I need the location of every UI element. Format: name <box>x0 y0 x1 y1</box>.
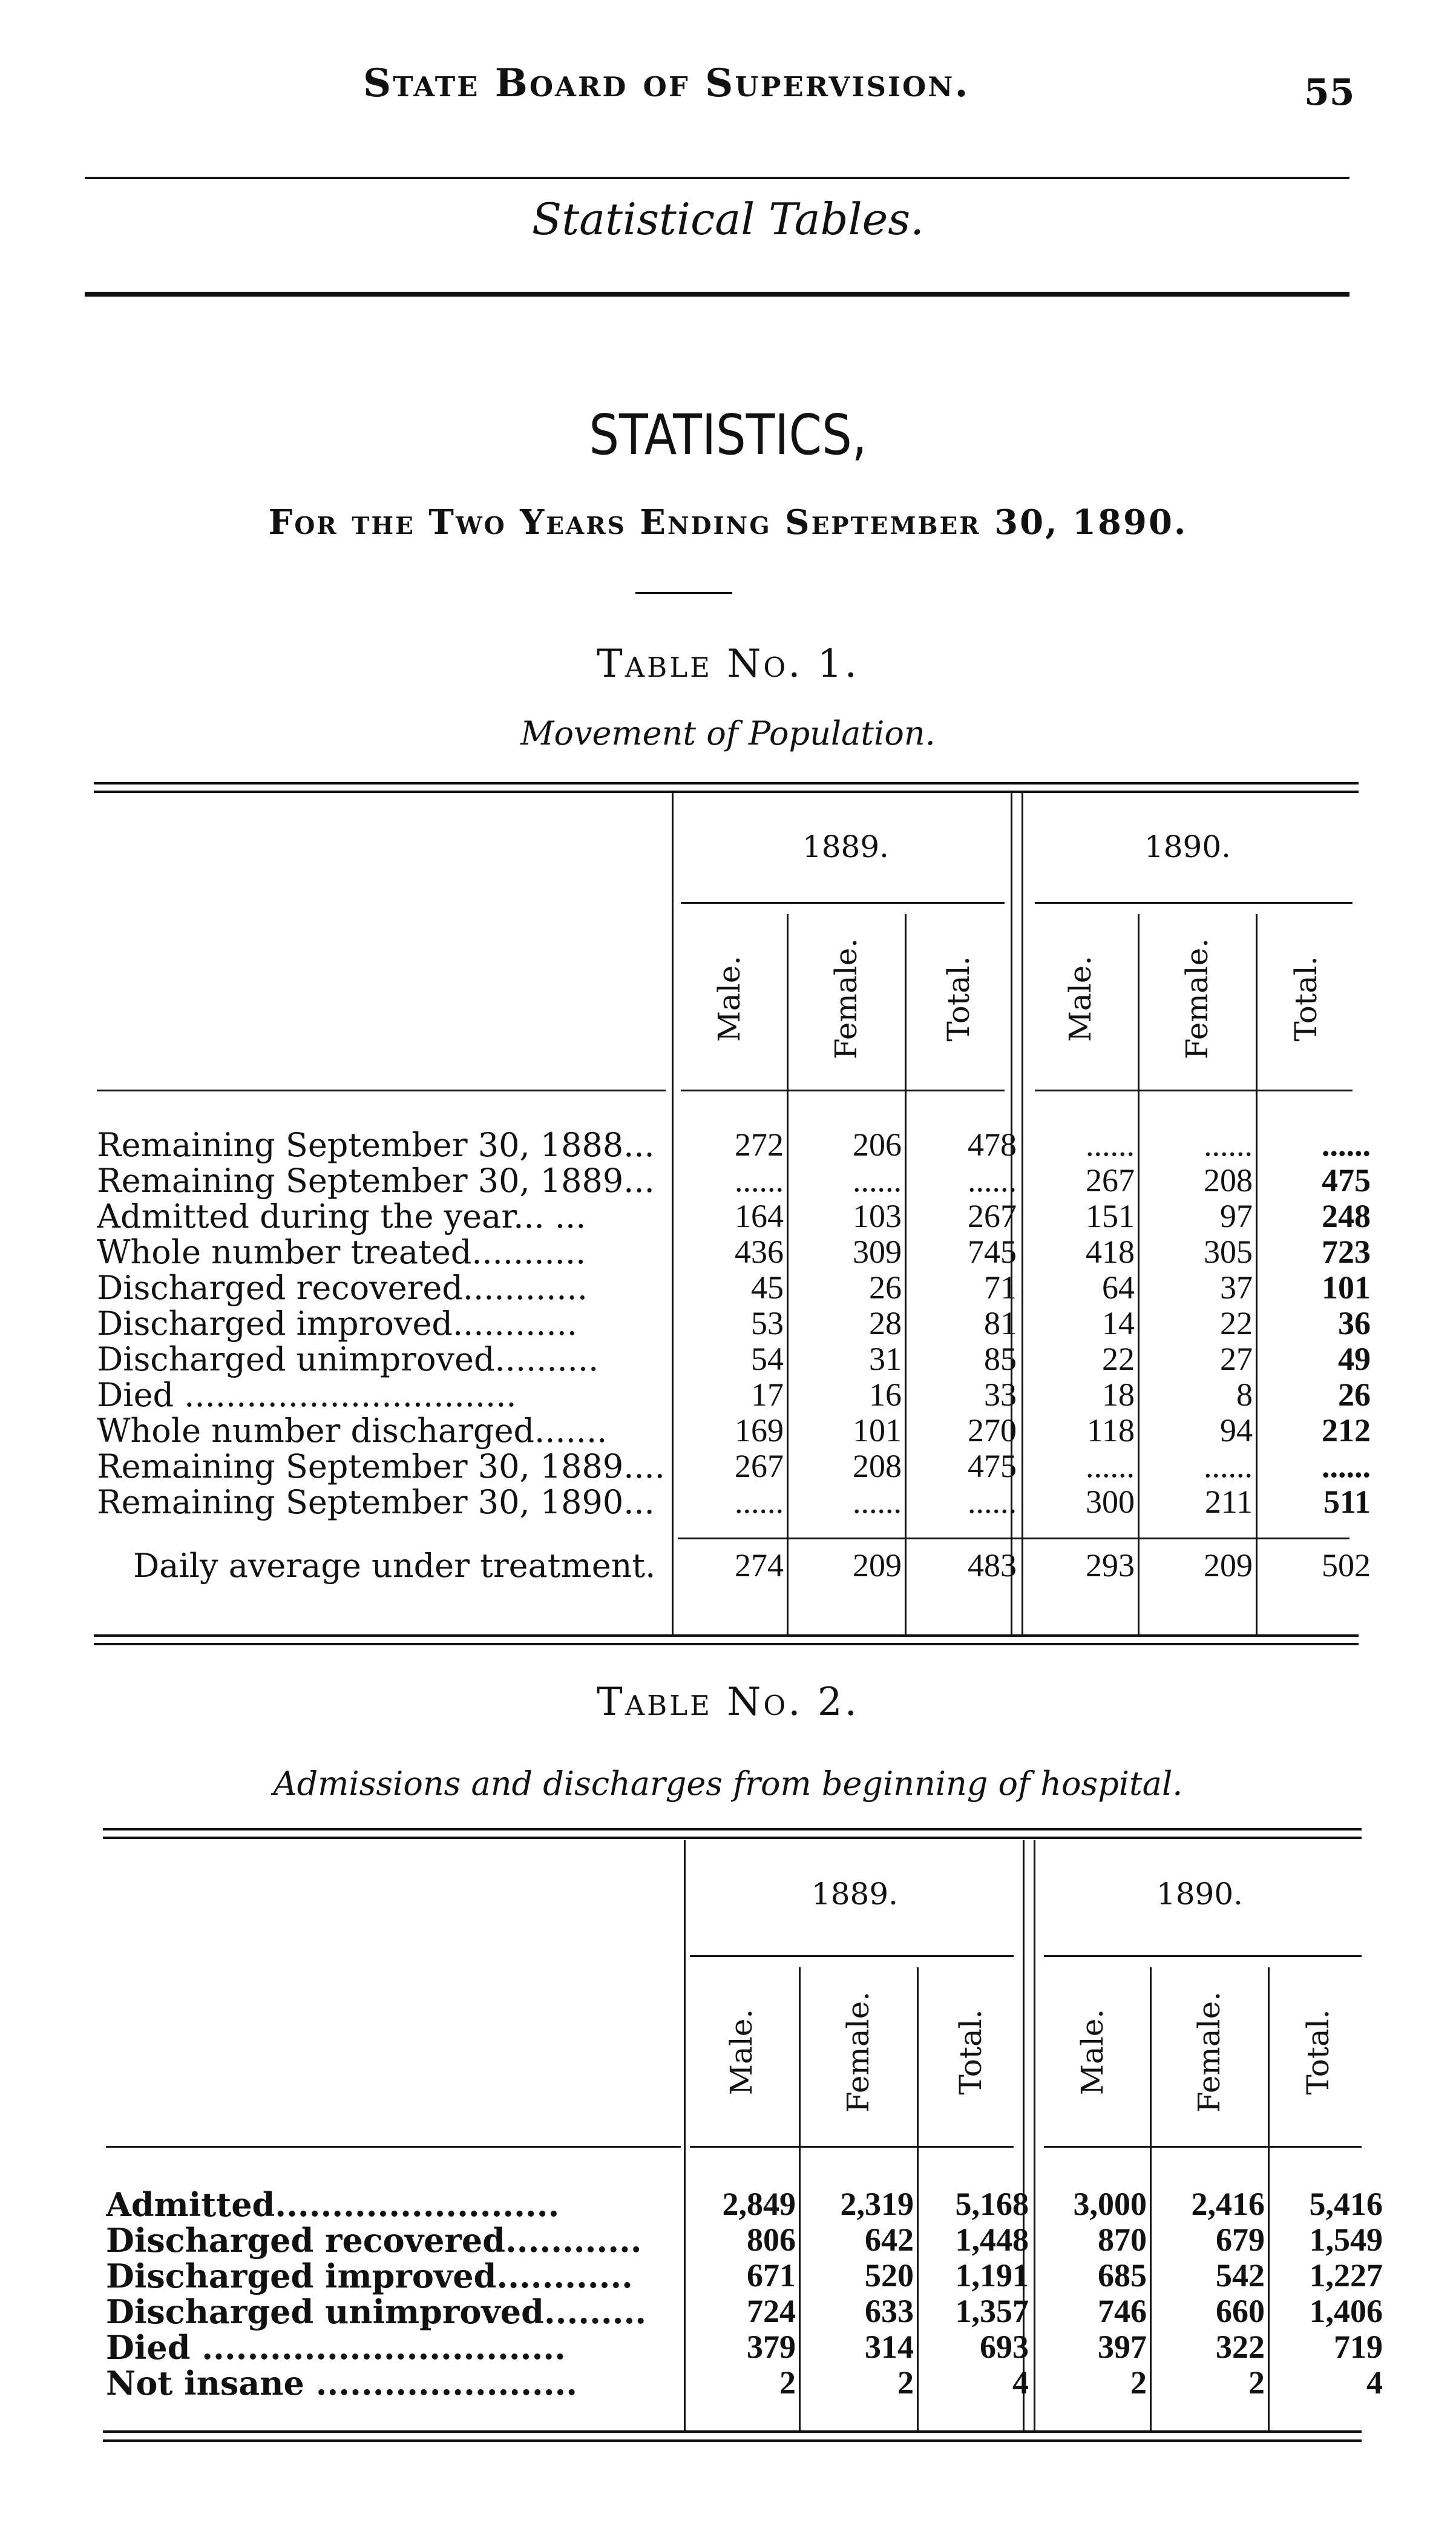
cell-value: ...... <box>853 1162 902 1199</box>
page-number: 55 <box>1304 71 1355 114</box>
cell-value: 2 <box>1130 2364 1147 2401</box>
cell-value: 746 <box>1098 2293 1147 2329</box>
cell-value: 101 <box>853 1412 902 1449</box>
cell-value: 1,448 <box>955 2222 1029 2258</box>
table1-col-female-1890: Female. <box>1179 938 1215 1060</box>
cell-value: 151 <box>1086 1198 1135 1234</box>
cell-value: 309 <box>853 1234 902 1270</box>
table1-year1-rule <box>681 902 1005 904</box>
row-label: Remaining September 30, 1888... <box>97 1126 655 1164</box>
row-label: Died ................................ <box>106 2328 566 2367</box>
cell-value: 724 <box>747 2293 796 2329</box>
row-label: Discharged recovered............ <box>97 1269 588 1307</box>
table1-heading: Table No. 1. <box>597 642 859 686</box>
cell-value: 511 <box>1323 1484 1371 1520</box>
row-label: Discharged unimproved......... <box>106 2292 647 2331</box>
cell-value: 2 <box>1248 2364 1265 2401</box>
table1-year2-rule <box>1035 902 1353 904</box>
table2-col-total-1889: Total. <box>953 2009 988 2095</box>
cell-value: 94 <box>1220 1412 1253 1449</box>
table1-stub-rule <box>97 1090 666 1091</box>
cell-value: 28 <box>869 1305 902 1341</box>
cell-value: 1,406 <box>1309 2293 1383 2329</box>
cell-value: 212 <box>1322 1412 1371 1449</box>
table1-bottom-rule <box>94 1634 1359 1637</box>
row-label: Died ................................ <box>97 1376 517 1414</box>
cell-value: 436 <box>735 1234 784 1270</box>
cell-value: 45 <box>751 1269 784 1306</box>
table1-year-1889: 1889. <box>802 829 890 864</box>
table2-bottom-rule <box>103 2430 1362 2433</box>
cell-value: ...... <box>735 1484 784 1520</box>
cell-value: ...... <box>1322 1448 1371 1484</box>
cell-value: 5,168 <box>955 2186 1029 2222</box>
cell-value: 31 <box>869 1341 902 1377</box>
cell-value: 305 <box>1204 1234 1253 1270</box>
row-label: Whole number discharged....... <box>97 1412 608 1450</box>
cell-value: 17 <box>751 1377 784 1413</box>
cell-value: 475 <box>968 1448 1017 1484</box>
statistics-title: STATISTICS, <box>589 403 867 467</box>
cell-value: 211 <box>1205 1484 1253 1520</box>
cell-value: 103 <box>853 1198 902 1234</box>
table1-average-value: 502 <box>1322 1547 1371 1584</box>
cell-value: ...... <box>1322 1127 1371 1163</box>
table1-average-value: 293 <box>1086 1547 1135 1584</box>
cell-value: 272 <box>735 1127 784 1163</box>
cell-value: 49 <box>1338 1341 1371 1377</box>
cell-value: 1,227 <box>1309 2257 1383 2294</box>
table1-top-rule <box>94 782 1359 785</box>
cell-value: 267 <box>1086 1162 1135 1199</box>
cell-value: 2,416 <box>1191 2186 1265 2222</box>
cell-value: 26 <box>1338 1377 1371 1413</box>
section-rule <box>85 292 1349 297</box>
row-label: Discharged unimproved.......... <box>97 1340 599 1378</box>
cell-value: 322 <box>1216 2329 1265 2365</box>
cell-value: 633 <box>865 2293 914 2329</box>
statistics-subtitle: For the Two Years Ending September 30, 1890. <box>268 502 1188 542</box>
row-label: Remaining September 30, 1889.... <box>97 1447 665 1485</box>
title-divider <box>635 592 732 594</box>
row-label: Admitted......................... <box>106 2185 560 2224</box>
cell-value: 18 <box>1102 1377 1135 1413</box>
table1-description: Movement of Population. <box>520 714 936 752</box>
cell-value: ...... <box>1204 1448 1253 1484</box>
cell-value: 53 <box>751 1305 784 1341</box>
cell-value: 2 <box>897 2364 914 2401</box>
cell-value: 2,849 <box>722 2186 796 2222</box>
table1-year-1890: 1890. <box>1144 829 1231 864</box>
table2-col-female-1890: Female. <box>1192 1991 1227 2113</box>
cell-value: 16 <box>869 1377 902 1413</box>
table1-bottom-rule-2 <box>94 1643 1359 1645</box>
cell-value: 267 <box>968 1198 1017 1234</box>
cell-value: 4 <box>1012 2364 1029 2401</box>
header-rule <box>85 177 1349 179</box>
cell-value: 2,319 <box>840 2186 914 2222</box>
table2-stub-rule <box>106 2146 681 2148</box>
cell-value: ...... <box>1086 1127 1135 1163</box>
cell-value: ...... <box>968 1162 1017 1199</box>
cell-value: 300 <box>1086 1484 1135 1520</box>
cell-value: ...... <box>1086 1448 1135 1484</box>
table2-year-1890: 1890. <box>1156 1877 1244 1912</box>
cell-value: 642 <box>865 2222 914 2258</box>
cell-value: 27 <box>1220 1341 1253 1377</box>
table1-col-total-1890: Total. <box>1288 956 1323 1042</box>
cell-value: 379 <box>747 2329 796 2365</box>
table1-col-male-1890: Male. <box>1063 955 1098 1042</box>
row-label: Not insane ....................... <box>106 2364 578 2403</box>
table2-year2-rule <box>1044 1955 1362 1957</box>
row-label: Admitted during the year... ... <box>97 1197 586 1235</box>
table1-average-value: 209 <box>853 1547 902 1584</box>
table1-average-label: Daily average under treatment. <box>133 1547 656 1585</box>
cell-value: ...... <box>853 1484 902 1520</box>
cell-value: 270 <box>968 1412 1017 1449</box>
cell-value: 22 <box>1102 1341 1135 1377</box>
table1-colhead-rule-b <box>1035 1090 1353 1091</box>
cell-value: 85 <box>984 1341 1017 1377</box>
table1-col-total-1889: Total. <box>941 956 976 1042</box>
cell-value: 475 <box>1322 1162 1371 1199</box>
cell-value: 1,357 <box>955 2293 1029 2329</box>
cell-value: 520 <box>865 2257 914 2294</box>
table2-bottom-rule-2 <box>103 2439 1362 2442</box>
cell-value: 101 <box>1322 1269 1371 1306</box>
cell-value: 54 <box>751 1341 784 1377</box>
table1-col-male-1889: Male. <box>712 955 747 1042</box>
table2-year-1889: 1889. <box>811 1877 899 1912</box>
cell-value: 723 <box>1322 1234 1371 1270</box>
cell-value: 660 <box>1216 2293 1265 2329</box>
table1-col-female-1889: Female. <box>828 938 864 1060</box>
cell-value: 314 <box>865 2329 914 2365</box>
running-head: State Board of Supervision. <box>363 61 970 106</box>
cell-value: 4 <box>1366 2364 1383 2401</box>
cell-value: 671 <box>747 2257 796 2294</box>
cell-value: 2 <box>779 2364 796 2401</box>
cell-value: 719 <box>1334 2329 1383 2365</box>
cell-value: 22 <box>1220 1305 1253 1341</box>
cell-value: 208 <box>853 1448 902 1484</box>
cell-value: 267 <box>735 1448 784 1484</box>
cell-value: 1,191 <box>955 2257 1029 2294</box>
cell-value: 3,000 <box>1073 2186 1147 2222</box>
table2-colhead-rule-a <box>690 2146 1014 2148</box>
table2-heading: Table No. 2. <box>597 1680 859 1725</box>
cell-value: 8 <box>1236 1377 1253 1413</box>
cell-value: 806 <box>747 2222 796 2258</box>
cell-value: ...... <box>735 1162 784 1199</box>
table2-col-male-1890: Male. <box>1075 2008 1110 2096</box>
table1-average-rule <box>678 1538 1349 1539</box>
cell-value: 870 <box>1098 2222 1147 2258</box>
table2-col-female-1889: Female. <box>841 1991 876 2113</box>
cell-value: 542 <box>1216 2257 1265 2294</box>
table2-colhead-rule-b <box>1044 2146 1362 2148</box>
table2-col-male-1889: Male. <box>724 2008 759 2096</box>
cell-value: 679 <box>1216 2222 1265 2258</box>
cell-value: 14 <box>1102 1305 1135 1341</box>
cell-value: 248 <box>1322 1198 1371 1234</box>
cell-value: ...... <box>968 1484 1017 1520</box>
table1-colhead-rule-a <box>681 1090 1005 1091</box>
table2-top-rule-2 <box>103 1837 1362 1839</box>
cell-value: 33 <box>984 1377 1017 1413</box>
section-title: Statistical Tables. <box>531 194 925 245</box>
table2-top-rule <box>103 1828 1362 1831</box>
table1-average-value: 209 <box>1204 1547 1253 1584</box>
cell-value: 169 <box>735 1412 784 1449</box>
cell-value: 71 <box>984 1269 1017 1306</box>
cell-value: 1,549 <box>1309 2222 1383 2258</box>
row-label: Discharged recovered............ <box>106 2221 642 2260</box>
table1-average-value: 274 <box>735 1547 784 1584</box>
cell-value: 206 <box>853 1127 902 1163</box>
cell-value: 397 <box>1098 2329 1147 2365</box>
cell-value: 81 <box>984 1305 1017 1341</box>
table1-average-value: 483 <box>968 1547 1017 1584</box>
row-label: Remaining September 30, 1889... <box>97 1162 655 1200</box>
table2-description: Admissions and discharges from beginning of hospital. <box>273 1765 1183 1803</box>
row-label: Discharged improved............ <box>106 2257 633 2295</box>
cell-value: 97 <box>1220 1198 1253 1234</box>
cell-value: 118 <box>1087 1412 1135 1449</box>
cell-value: 418 <box>1086 1234 1135 1270</box>
cell-value: ...... <box>1204 1127 1253 1163</box>
cell-value: 208 <box>1204 1162 1253 1199</box>
cell-value: 685 <box>1098 2257 1147 2294</box>
cell-value: 26 <box>869 1269 902 1306</box>
table2-col-total-1890: Total. <box>1300 2009 1336 2095</box>
cell-value: 693 <box>980 2329 1029 2365</box>
cell-value: 478 <box>968 1127 1017 1163</box>
row-label: Discharged improved............ <box>97 1304 577 1343</box>
row-label: Whole number treated........... <box>97 1233 586 1271</box>
cell-value: 36 <box>1338 1305 1371 1341</box>
table1-top-rule-2 <box>94 791 1359 793</box>
cell-value: 5,416 <box>1309 2186 1383 2222</box>
cell-value: 745 <box>968 1234 1017 1270</box>
table2-year1-rule <box>690 1955 1014 1957</box>
cell-value: 37 <box>1220 1269 1253 1306</box>
cell-value: 164 <box>735 1198 784 1234</box>
row-label: Remaining September 30, 1890... <box>97 1483 655 1521</box>
cell-value: 64 <box>1102 1269 1135 1306</box>
